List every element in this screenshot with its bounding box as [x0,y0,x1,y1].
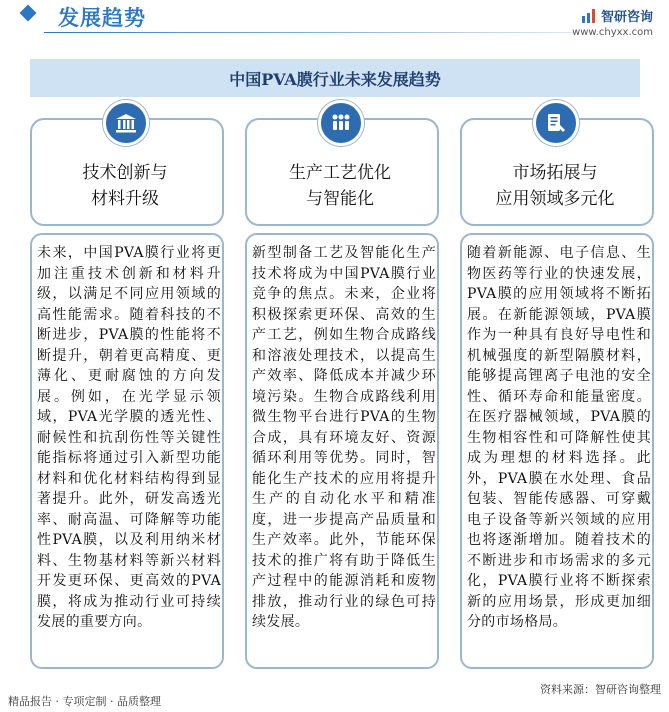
header [0,0,669,40]
body-text-market: 随着新能源、电子信息、生物医药等行业的快速发展，PVA膜的应用领域将不断拓展。在新能源领域，PVA膜作为一种具有良好导电性和机械强度的新型隔膜材料，能够提高锂离子电池的安全性、循环寿命和能量密度。在医疗器械领域，PVA膜的生物相容性和可降解性使其成为理想的材料选择。此外，PVA膜在水处理、食品包装、智能传感器、可穿戴电子设备等新兴领域的应用也将逐渐增加。随着技术的不断进步和市场需求的多元化，PVA膜行业将不断探索新的应用场景，形成更加细分的市场格局。 [467,245,651,630]
heading-line: 市场拓展与 [512,163,598,183]
heading-line: 应用领域多元化 [495,189,615,209]
heading-market [458,160,652,212]
banner-title: 中国PVA膜行业未来发展趋势 [229,69,441,89]
brand-name: 智研咨询 [600,10,653,25]
body-text-technology: 未来，中国PVA膜行业将更加注重技术创新和材料升级，以满足不同应用领域的高性能需求。随着科技的不断进步，PVA膜的性能将不断提升，朝着更高精度、更薄化、更耐腐蚀的方向发展。例如，在光学显示领域，PVA光学膜的透光性、耐候性和抗刮伤性等关键性能指标将通过引入新型功能材料和优化材料结构得到显著提升。此外，研发高透光率、耐高温、可降解等功能性PVA膜，以及利用纳米材料、生物基材料等新兴材料开发更环保、更高效的PVA膜，将成为推动行业可持续发展的重要方向。 [37,245,221,630]
brand-logo-icon [581,8,597,24]
heading-line: 技术创新与 [82,163,168,183]
brand[interactable] [572,6,653,38]
body-text-production: 新型制备工艺及智能化生产技术将成为中国PVA膜行业竞争的焦点。未来，企业将积极探索更环保、高效的生产工艺，例如生物合成路线和溶液处理技术，以提高生产效率、降低成本并减少环境污染。生物合成路线利用微生物平台进行PVA的生物合成，具有环境友好、资源循环利用等优势。同时，智能化生产技术的应用将提升生产的自动化水平和精准度，进一步提高产品质量和生产效率。此外，节能环保技术的推广将有助于降低生产过程中的能源消耗和废物排放，推动行业的绿色可持续发展。 [252,245,436,630]
source-note: 资料来源：智研咨询整理 [540,683,661,696]
title-diamond-icon [20,5,37,22]
heading-line: 材料升级 [91,189,159,209]
brand-url: www.chyxx.com [572,27,653,38]
heading-production [243,160,437,212]
heading-line: 生产工艺优化 [289,163,391,183]
title-underline [44,32,576,33]
page-title: 发展趋势 [58,6,146,30]
footer-source [540,681,661,697]
heading-technology [28,160,222,212]
document-icon [533,100,579,146]
heading-line: 与智能化 [306,189,374,209]
production-line-icon [318,100,364,146]
section-banner [30,59,640,97]
footer-tagline: 精品报告 · 专项定制 · 品质整理 [8,695,161,708]
bank-icon [103,100,149,146]
